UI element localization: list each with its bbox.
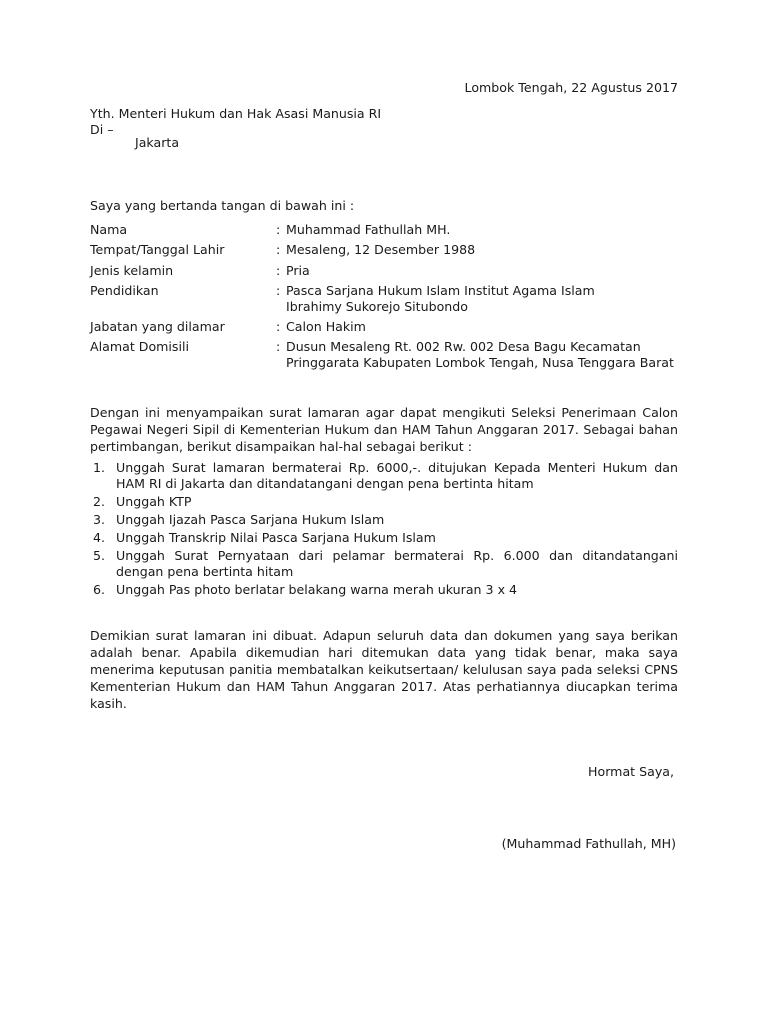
field-label: Pendidikan <box>90 283 159 298</box>
field-colon: : <box>276 283 281 298</box>
field-colon: : <box>276 319 281 334</box>
recipient-line-2: Di – <box>90 122 114 137</box>
list-number: 6. <box>93 582 106 597</box>
signature-name: (Muhammad Fathullah, MH) <box>501 836 676 851</box>
list-item <box>90 582 678 598</box>
requirements-list <box>90 460 678 600</box>
field-value: Pasca Sarjana Hukum Islam Institut Agama Islam Ibrahimy Sukorejo Situbondo <box>286 283 595 314</box>
field-label: Alamat Domisili <box>90 339 189 354</box>
place-date: Lombok Tengah, 22 Agustus 2017 <box>464 80 678 95</box>
field-label: Jabatan yang dilamar <box>90 319 225 334</box>
recipient-city: Jakarta <box>135 135 180 150</box>
list-number: 2. <box>93 494 106 509</box>
recipient-line-1: Yth. Menteri Hukum dan Hak Asasi Manusia RI <box>90 106 382 121</box>
list-text: Unggah Ijazah Pasca Sarjana Hukum Islam <box>116 512 385 527</box>
field-value: Calon Hakim <box>286 319 366 334</box>
list-item <box>90 548 678 580</box>
field-value: Mesaleng, 12 Desember 1988 <box>286 242 476 257</box>
list-number: 3. <box>93 512 106 527</box>
intro-text: Saya yang bertanda tangan di bawah ini : <box>90 198 355 213</box>
list-number: 5. <box>93 548 106 563</box>
field-label: Nama <box>90 222 128 237</box>
field-value: Muhammad Fathullah MH. <box>286 222 451 237</box>
list-text: Unggah KTP <box>116 494 192 509</box>
list-item <box>90 494 678 510</box>
list-item <box>90 512 678 528</box>
field-label: Tempat/Tanggal Lahir <box>90 242 225 257</box>
paragraph-opening: Dengan ini menyampaikan surat lamaran agar dapat mengikuti Seleksi Penerimaan Calon Pegawai Negeri Sipil di Kementerian Hukum dan HAM Tahun Anggaran 2017. Sebagai bahan pertimbangan, berikut disampaikan hal-hal sebagai berikut : <box>90 405 678 454</box>
list-text: Unggah Surat Pernyataan dari pelamar bermaterai Rp. 6.000 dan ditandatangani dengan pena bertinta hitam <box>116 548 678 579</box>
field-colon: : <box>276 242 281 257</box>
field-value: Dusun Mesaleng Rt. 002 Rw. 002 Desa Bagu Kecamatan Pringgarata Kabupaten Lombok Tengah, Nusa Tenggara Barat <box>286 339 674 370</box>
paragraph-closing: Demikian surat lamaran ini dibuat. Adapun seluruh data dan dokumen yang saya berikan adalah benar. Apabila dikemudian hari ditemukan data yang tidak benar, maka saya menerima keputusan panitia membatalkan keikutsertaan/ kelulusan saya pada seleksi CPNS Kementerian Hukum dan HAM Tahun Anggaran 2017. Atas perhatiannya diucapkan terima kasih. <box>90 628 678 711</box>
field-label: Jenis kelamin <box>90 263 174 278</box>
list-number: 1. <box>93 460 106 475</box>
field-colon: : <box>276 222 281 237</box>
field-value: Pria <box>286 263 310 278</box>
list-number: 4. <box>93 530 106 545</box>
list-item <box>90 530 678 546</box>
list-text: Unggah Surat lamaran bermaterai Rp. 6000,-. ditujukan Kepada Menteri Hukum dan HAM RI di Jakarta dan ditandatangani dengan pena bertinta hitam <box>116 460 678 491</box>
list-text: Unggah Transkrip Nilai Pasca Sarjana Hukum Islam <box>116 530 436 545</box>
field-colon: : <box>276 263 281 278</box>
field-colon: : <box>276 339 281 354</box>
list-item <box>90 460 678 492</box>
list-text: Unggah Pas photo berlatar belakang warna merah ukuran 3 x 4 <box>116 582 518 597</box>
closing-salutation: Hormat Saya, <box>588 764 674 779</box>
